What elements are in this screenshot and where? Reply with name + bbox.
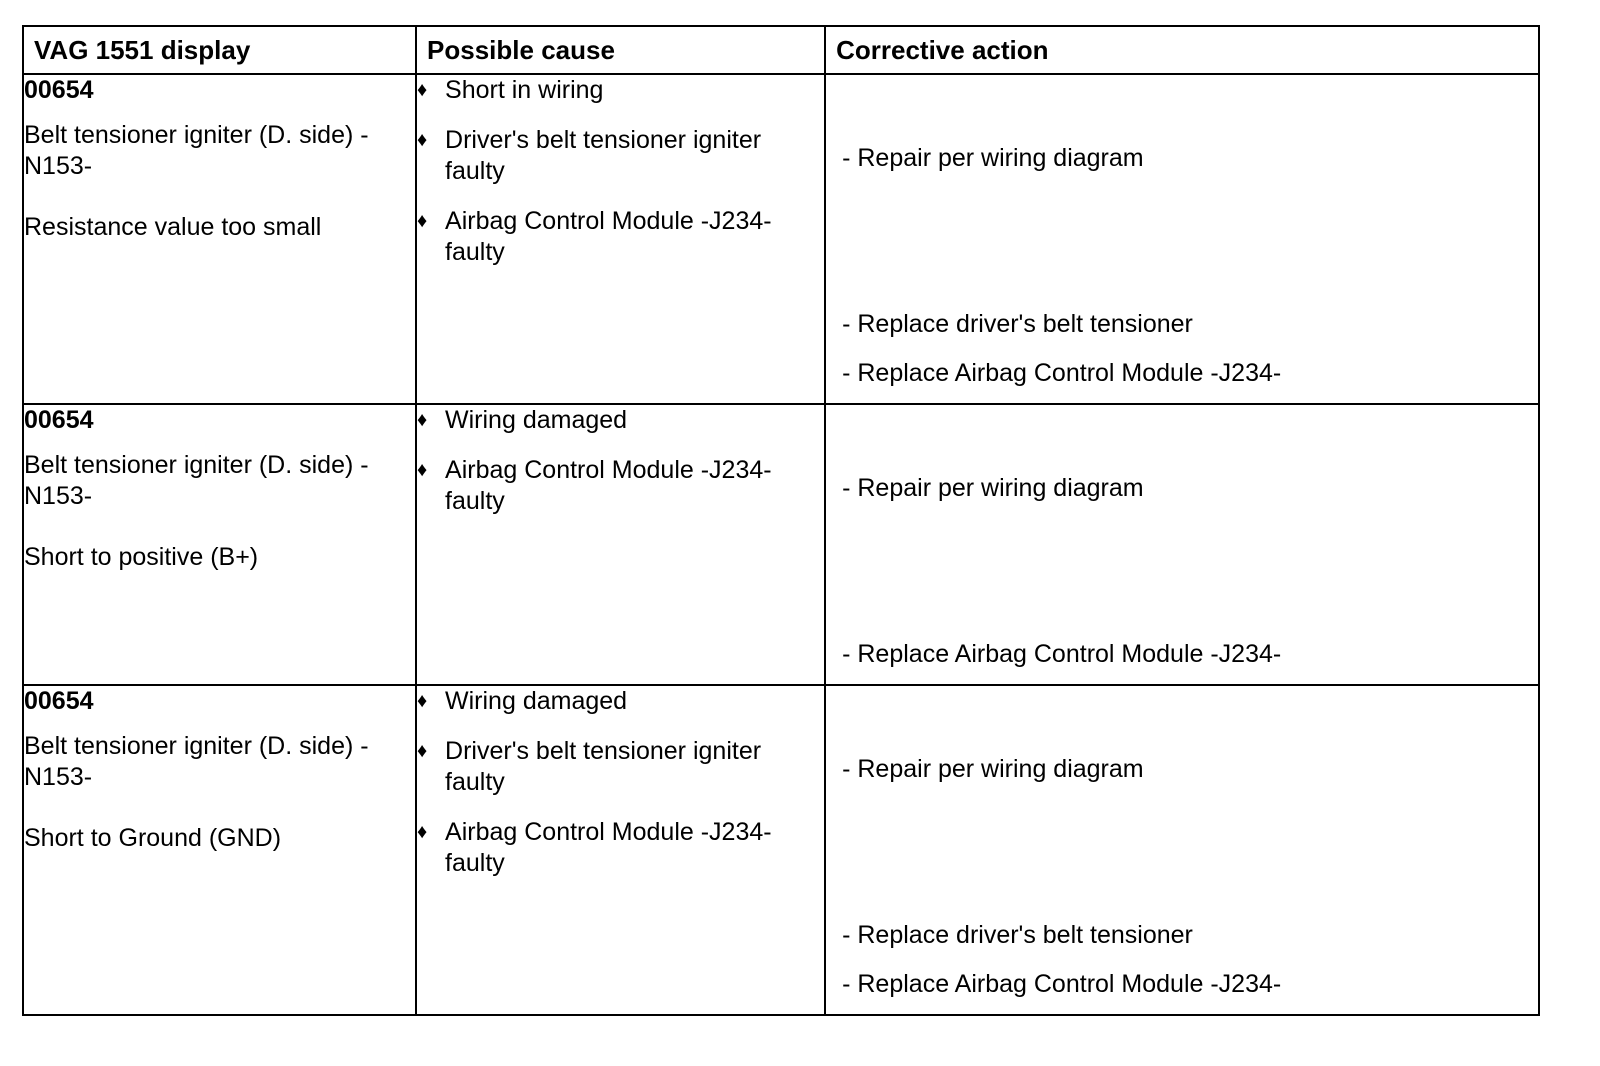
list-item [417,817,824,879]
list-item [417,686,824,717]
cause-text: Airbag Control Module -J234- faulty [445,207,772,266]
table-row [23,685,1539,1015]
action-text: - Repair per wiring diagram [842,755,1144,783]
fault-code: 00654 [24,76,94,104]
cause-text: Driver's belt tensioner igniter faulty [445,126,762,185]
list-item [417,405,824,436]
diamond-bullet-icon: ♦ [417,690,428,712]
fault-code: 00654 [24,406,94,434]
table-row [23,74,1539,404]
list-item [417,206,824,268]
action-text: - Repair per wiring diagram [842,474,1144,502]
component-name: Belt tensioner igniter (D. side) -N153- [24,732,369,791]
diamond-bullet-icon: ♦ [417,459,428,481]
header-display: VAG 1551 display [23,26,416,74]
diamond-bullet-icon: ♦ [417,740,428,762]
diamond-bullet-icon: ♦ [417,129,428,151]
header-row [23,26,1539,74]
list-item [417,125,824,187]
action-cell [825,685,1539,1015]
fault-description: Resistance value too small [24,213,322,241]
fault-description: Short to Ground (GND) [24,824,282,852]
cause-text: Airbag Control Module -J234- faulty [445,818,772,877]
table-row [23,404,1539,685]
component-name: Belt tensioner igniter (D. side) -N153- [24,451,369,510]
action-text: - Replace driver's belt tensioner [842,310,1193,338]
action-text: - Replace Airbag Control Module -J234- [842,640,1282,668]
action-text: - Replace Airbag Control Module -J234- [842,359,1282,387]
cause-text: Wiring damaged [445,687,628,715]
diamond-bullet-icon: ♦ [417,79,428,101]
list-item [417,455,824,517]
cause-cell [416,74,825,404]
fault-code: 00654 [24,687,94,715]
cause-text: Short in wiring [445,76,604,104]
fault-description: Short to positive (B+) [24,543,259,571]
cause-text: Wiring damaged [445,406,628,434]
action-cell [825,74,1539,404]
header-action: Corrective action [825,26,1539,74]
cause-cell [416,404,825,685]
list-item [417,736,824,798]
cause-text: Driver's belt tensioner igniter faulty [445,737,762,796]
diamond-bullet-icon: ♦ [417,821,428,843]
action-text: - Replace driver's belt tensioner [842,921,1193,949]
action-cell [825,404,1539,685]
display-cell [23,685,416,1015]
diamond-bullet-icon: ♦ [417,409,428,431]
component-name: Belt tensioner igniter (D. side) -N153- [24,121,369,180]
action-text: - Repair per wiring diagram [842,144,1144,172]
diagnostic-table [22,25,1540,1016]
display-cell [23,404,416,685]
action-text: - Replace Airbag Control Module -J234- [842,970,1282,998]
cause-cell [416,685,825,1015]
diamond-bullet-icon: ♦ [417,210,428,232]
header-cause: Possible cause [416,26,825,74]
list-item [417,75,824,106]
cause-text: Airbag Control Module -J234- faulty [445,456,772,515]
display-cell [23,74,416,404]
